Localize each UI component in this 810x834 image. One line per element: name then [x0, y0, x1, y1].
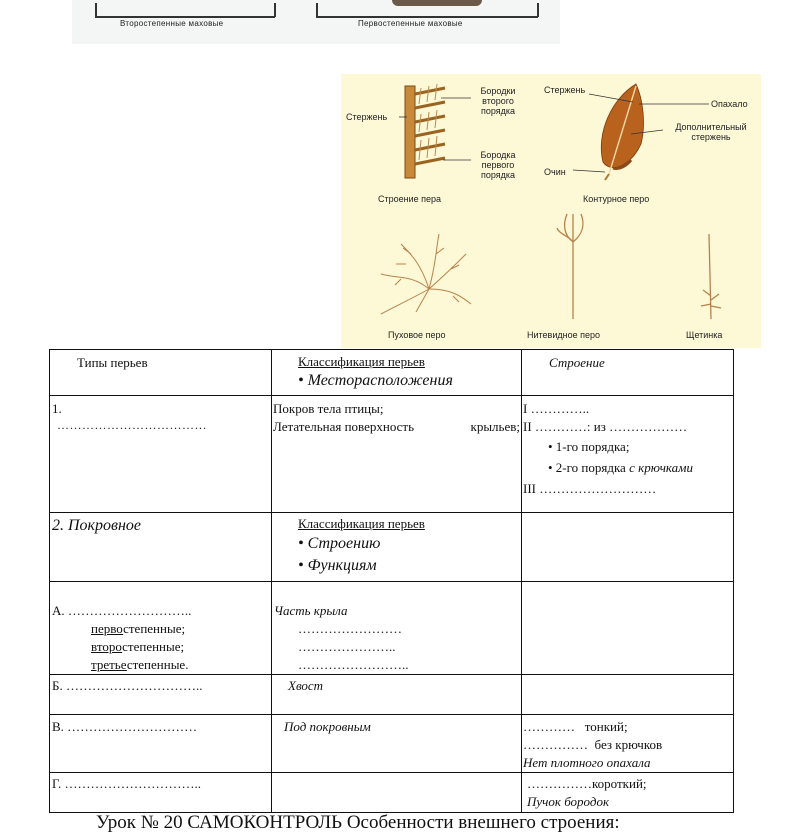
- label-shaft: Стержень: [346, 112, 388, 122]
- rowV-structure-cell: [522, 715, 734, 773]
- rowA-primary-r: степенные;: [123, 621, 186, 636]
- label-barbs2-1: Бородки: [480, 86, 516, 96]
- caption-down-feather: Пуховое перо: [388, 330, 446, 340]
- label-barbs2-3: порядка: [480, 106, 516, 116]
- header-classification: [272, 350, 522, 396]
- rowV-s1a: …………: [523, 719, 575, 734]
- secondary-remiges-caption: Второстепенные маховые: [120, 19, 224, 28]
- row1-struct-4a: • 2-го порядка: [548, 460, 630, 475]
- rowA-type-cell: [50, 582, 272, 675]
- rowB-tail: Хвост: [272, 675, 522, 715]
- label-barbs1-3: порядка: [480, 170, 516, 180]
- row2-by-structure: • Строению: [298, 535, 381, 552]
- row1-struct-4b: с крючками: [629, 460, 693, 475]
- table-row-2: [50, 513, 734, 582]
- rowG-s2: Пучок бородок: [527, 794, 610, 809]
- rowA-primary-u: перво: [91, 621, 124, 636]
- rowA-structure-cell: [522, 582, 734, 675]
- rowA-tertiary-r: степенные.: [126, 657, 189, 672]
- rowV-label: В. …………………………: [50, 715, 272, 773]
- label-vane: Опахало: [711, 99, 748, 109]
- label-barbs1-2: первого: [481, 160, 515, 170]
- rowG-structure-cell: [522, 773, 734, 813]
- bristle-drawing: [701, 234, 721, 319]
- row1-type-cell: [50, 396, 272, 513]
- table-row-b: [50, 675, 734, 715]
- row1-loc-line2b: крыльев;: [470, 419, 520, 434]
- header-feather-types: Типы перьев: [50, 350, 272, 396]
- feather-classification-table: [49, 349, 734, 813]
- down-feather-drawing: [381, 234, 471, 314]
- label-barbs1-1: Бородка: [480, 150, 516, 160]
- table-row-v: [50, 715, 734, 773]
- rowV-s3: Нет плотного опахала: [523, 755, 651, 770]
- table-row-1: [50, 396, 734, 513]
- row1-blank: ………………………………: [57, 418, 207, 432]
- wing-feathers-figure: [72, 0, 560, 44]
- row1-number: 1.: [52, 401, 62, 416]
- table-header-row: [50, 350, 734, 396]
- caption-feather-structure: Строение пера: [378, 194, 442, 204]
- caption-contour-feather: Контурное перо: [583, 194, 650, 204]
- rowA-blank-3: ……………………..: [298, 657, 409, 672]
- rowA-label: А. ………………………..: [52, 603, 192, 618]
- row2-classification-title: Классификация перьев: [298, 516, 425, 531]
- rowV-s2b: без крючков: [594, 737, 663, 752]
- label-aftershaft-2: стержень: [691, 132, 731, 142]
- rowA-secondary-r: степенные;: [122, 639, 185, 654]
- row1-structure-cell: [522, 396, 734, 513]
- rowG-location-cell: [272, 773, 522, 813]
- row1-loc-line2a: Летательная поверхность: [273, 419, 415, 434]
- header-structure: Строение: [522, 350, 734, 396]
- lesson-footer-title: Урок № 20 САМОКОНТРОЛЬ Особенности внешнего строения:: [96, 812, 620, 833]
- rowA-tertiary-u: третье: [91, 657, 127, 672]
- row2-classification-cell: [272, 513, 522, 582]
- caption-filoplume: Нитевидное перо: [527, 330, 600, 340]
- row1-struct-2: II …………: из ………………: [523, 419, 688, 434]
- rowB-label: Б. …………………………..: [50, 675, 272, 715]
- rowV-under: Под покровным: [272, 715, 522, 773]
- label-calamus: Очин: [544, 167, 566, 177]
- rowA-blank-2: …………………..: [298, 639, 396, 654]
- row1-struct-5: III ………………………: [523, 481, 657, 496]
- rowV-s1b: тонкий;: [584, 719, 628, 734]
- row2-label: [52, 515, 271, 537]
- header-classification-location: • Месторасположения: [298, 372, 453, 389]
- row1-struct-3: • 1-го порядка;: [548, 439, 630, 454]
- row2-by-function: • Функциям: [298, 557, 377, 574]
- label-barbs2-2: второго: [482, 96, 514, 106]
- row1-location-cell: [272, 396, 522, 513]
- filoplume-drawing: [557, 214, 583, 319]
- rowV-s2a: ……………: [523, 737, 588, 752]
- rowA-blank-1: ……………………: [298, 621, 402, 636]
- feather-types-figure: [341, 74, 761, 348]
- rowG-s1: ……………короткий;: [527, 776, 647, 791]
- row1-loc-line1: Покров тела птицы;: [273, 401, 384, 416]
- feather-illustrations: [341, 74, 761, 348]
- caption-bristle: Щетинка: [686, 330, 723, 340]
- primary-remiges-caption: Первостепенные маховые: [358, 19, 463, 28]
- rowB-structure-cell: [522, 675, 734, 715]
- label-contour-shaft: Стержень: [544, 85, 586, 95]
- row1-struct-1: I …………..: [523, 401, 590, 416]
- row2-structure-cell: [522, 513, 734, 582]
- feather-structure-drawing: [399, 84, 471, 178]
- rowA-location-cell: [272, 582, 522, 675]
- label-aftershaft-1: Дополнительный: [675, 122, 747, 132]
- row2-label-text: 2. Покровное: [52, 517, 142, 534]
- row2-type-cell: [50, 513, 272, 582]
- table-row-a: [50, 582, 734, 675]
- table-row-g: [50, 773, 734, 813]
- rowA-secondary-u: второ: [91, 639, 123, 654]
- header-classification-title: Классификация перьев: [298, 354, 425, 369]
- rowA-wing-part: Часть крыла: [274, 603, 348, 618]
- rowG-label: Г. …………………………..: [50, 773, 272, 813]
